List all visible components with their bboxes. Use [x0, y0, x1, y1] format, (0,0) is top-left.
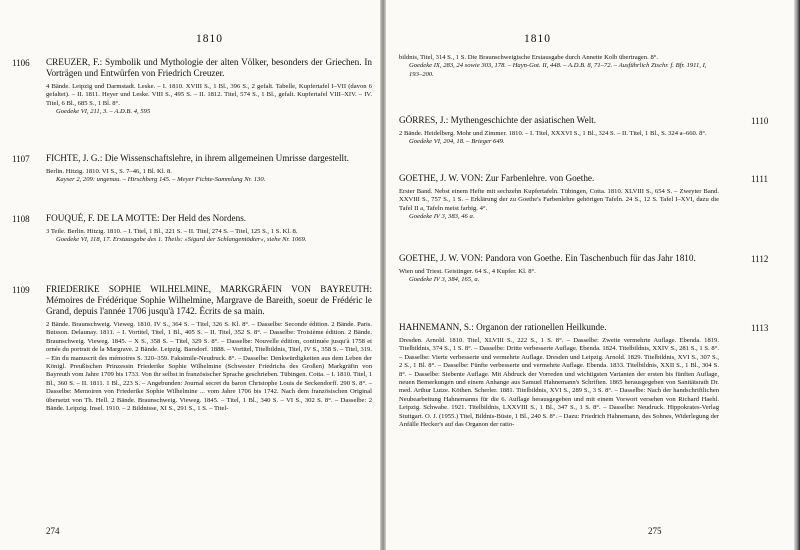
entry-number: 1111: [751, 174, 768, 184]
entry-1108: [12, 213, 372, 245]
entry-body: Wien und Triest. Geistinger. 64 S., 4 Kupfer. Kl. 8°.: [399, 268, 536, 275]
entry-body: Berlin. Hitzig. 1810. VI S., S. 7–46, 1 Bl. Kl. 8.: [46, 168, 172, 175]
entry-1107: [12, 153, 372, 185]
entry-heading: GOETHE, J. W. VON: Pandora von Goethe. Ein Taschenbuch für das Jahr 1810.: [399, 253, 696, 263]
entry-body: 2 Bände. Braunschweig. Vieweg. 1810. IV S., 364 S. – Titel, 326 S. Kl. 8°. – Dasselbe: Seconde édition. 2 Bände. Paris. Buisson. Delaunay. 1811. – I. Vortitel, Titel, 1 Bl., 405 S. – II. Titel, 352 S. 8°. – Dasselbe: Troisième édition. 2 Bände. Braunschweig. Vieweg. 1845. – X S., 358 S. – Titel, 329 S. 8°. – Dasselbe: Nouvelle édition, continuée jusqu'à 1758 et ornée du portrait de la Margrave. 2 Bände. Leipzig. Barsdorf. 1888. – Vortitel, Titelbildnis, Titel, IV S., 358 S. – Titel, 319. – Ein du manuscrit des mémoires S. 320–359. Faksimile-Neudruck. 8°. – Dasselbe: Denkwürdigkeiten aus dem Leben der Königl. Preußischen Prinzessin Friederike Sophie Wilhelmine (Schwester Friedrichs des Großen) Markgräfin von Bayreuth vom Jahre 1709 bis 1733. Von ihr selbst in französischer Sprache geschrieben. Tübingen. Cotta. – I. 1810. Titel, 1 Bl., 360 S. – II. 1811. 1 Bl., 223 S. – Angebunden: Journal secret du baron Christophe Louis de Seckendorff. 290 S. 8°. – Dasselbe: Memoiren von Friederike Sophie Wilhelmine ... vom Jahre 1706 bis 1742. Nach dem französischen Original übersetzt von Th. Hell. 2 Bände. Braunschweig. Vieweg. 1845. – Titel, 1 Bl., 340 S. – VI S., 302 S. 8°. – Dasselbe: 2 Bände. Leipzig. Insel. 1910. – 2 Bildnisse, XI S., 291 S., 1 S. – Titel-: [46, 321, 372, 413]
right-page-number: 275: [648, 526, 662, 536]
entry-references: Goedeke VI, 211, 3. – A.D.B. 4, 595: [56, 108, 151, 116]
entry-heading: GOETHE, J. W. VON: Zur Farbenlehre. von Goethe.: [399, 173, 595, 183]
left-running-head: 1810: [196, 33, 223, 45]
entry-number: 1107: [12, 154, 30, 164]
entry-1109: [12, 284, 372, 413]
entry-body: bildnis, Titel, 314 S., 1 S. Die Braunschweigische Erstausgabe durch Annette Kolb übertragen. 8°.: [399, 54, 659, 61]
entry-heading: CREUZER, F.: Symbolik und Mythologie der alten Völker, besonders der Griechen. In Vorträgen und Entwürfen von Friedrich Creuzer.: [46, 57, 372, 78]
entry-1111: [399, 173, 768, 222]
entry-1113: [399, 322, 769, 429]
entry-body: 2 Bände. Heidelberg. Mohr und Zimmer. 1810. – I. Titel, XXXVI S., 1 Bl., 324 S. – II. Titel, 1 Bl., S. 324 a–660. 8°.: [399, 130, 707, 137]
entry-references: Goedeke IV 3, 384, 165, a.: [409, 276, 480, 284]
entry-body: 4 Bände. Leipzig und Darmstadt. Leske. – I. 1810. XVIII S., 1 Bl., 396 S., 2 gefalt. Tabelle, Kupfertafel I–VII (davon 6 gefaltet). – II. 1811. Heyer und Leske. VIII S., 495 S. – II. 1812. Titel, 574 S., 1 Bl., gefalt. Kupfertafel VIII–XIV. – IV. Titel, 6 Bl., 685 S., 1 Bl. 8°.: [46, 83, 372, 107]
entry-heading: FRIEDERIKE SOPHIE WILHELMINE, MARKGRÄFIN VON BAYREUTH: Mémoires de Frédérique Sophie Wilhelmine, Margrave de Bareith, soeur de Frédéric le Grand, depuis l'année 1706 jusqu'à 1742. Écrits de sa main.: [46, 284, 372, 316]
entry-1106: [12, 57, 372, 117]
entry-references: Goedeke IV 3, 383, 46 a.: [409, 213, 475, 221]
entry-references: Kayser 2, 209: ungenau. – Hirschberg 145. – Meyer Fichte-Sammlung Nr. 130.: [56, 176, 266, 184]
entry-body: 3 Teile. Berlin. Hitzig. 1810. – I. Titel, 1 Bl., 221 S. – II. Titel, 274 S. – Titel, 125 S., 1 S. Kl. 8.: [46, 228, 298, 235]
entry-number: 1109: [12, 285, 30, 295]
entry-references: Goedeke IX, 283, 24 sowie 303, 178. – Hayn-Got. II, 448. – A.D.B. 8, 71–72. – Ausführlich Ztschr. f. Bfr. 1911, I, 193–200.: [409, 62, 707, 78]
entry-references: Goedeke VI, 204, 18. – Brieger 649.: [409, 138, 505, 146]
entry-number: 1113: [751, 323, 769, 333]
entry-heading: FICHTE, J. G.: Die Wissenschaftslehre, in ihrem allgemeinen Umrisse dargestellt.: [46, 153, 349, 163]
entry-number: 1112: [751, 254, 769, 264]
left-page: [0, 0, 380, 550]
entry-1112: [399, 253, 769, 285]
entry-number: 1108: [12, 214, 30, 224]
entry-body: Dresden. Arnold. 1810. Titel, XLVIII S., 222 S., 1 S. 8°. – Dasselbe: Zweite vermehrte Auflage. Ebenda. 1819. Titelbildnis, 374 S., 1 S. 8°. – Dasselbe: Dritte verbesserte Auflage. Ebenda. 1824. Titelbildnis, XXIV S., 281 S., 1 S. 8°. – Dasselbe: Vierte verbesserte und vermehrte Auflage. Dresden und Leipzig. Arnold. 1829. Titelbildnis, XVI S., 307 S., 2 S., 1 Bl. 8°. – Dasselbe: Fünfte verbesserte und vermehrte Auflage. Ebenda. 1833. Titelbildnis, XXII S., 1 Bl., 304 S. 8°. – Dasselbe: Siebente Auflage. Mit Abdruck der Vorreden und wichtigsten Varianten der ersten bis fünften Auflage, neuen Bemerkungen und einem Anhange aus Samuel Hahnemann's Schriften. 1865 herausgegeben von Sanitätsrath Dr. med. Arthur Lutze. Köthen. Scherler. 1881. Titelbildnis, XVI S., 289 S., 3 S. 8°. – Dasselbe: Nach der handschriftlichen Neubearbeitung Hahnemanns für die 6. Auflage herausgegeben und mit einem Vorwort versehen von Richard Haehl. Leipzig. Schwabe. 1921. Titelbildnis, LXXVIII S., 1 Bl., 347 S., 1 S. 8°. – Dasselbe: Neudruck. Hippokrates-Verlag Stuttgart. O. J. (1955.) Titel, Bildnis-Büste, 1 Bl., 240 S. 8°. – Dazu: Friedrich Hahnemann, des Sohnes, Widerlegung der Anfälle Hecker's auf das Organon der ratio-: [399, 337, 719, 429]
entry-number: 1110: [751, 116, 769, 126]
entry-number: 1106: [12, 58, 30, 68]
entry-references: Goedeke VI, 118, 17. Erstausgabe des 1. Theils: »Sigurd der Schlangentödter«, siehe Nr. 1069.: [56, 236, 307, 244]
entry-body: Erster Band. Nebst einem Hefte mit sechzehn Kupfertafeln. Tübingen, Cotta. 1810. XLVIII S., 654 S. – Zweyter Band. XXVIII S., 757 S., 1 S. – Erklärung der zu Goethe's Farbenlehre gehörigen Tafeln. 24 S., 12 S. Tafel I–XVI, dazu die Tafel II a, Tafeln meist farbig. 4°.: [399, 188, 719, 212]
entry-1109-continued: [399, 54, 719, 79]
page-edge-shadow: [794, 0, 800, 550]
right-page: [386, 0, 800, 550]
right-running-head: 1810: [524, 33, 551, 45]
entry-heading: FOUQUÉ, F. DE LA MOTTE: Der Held des Nordens.: [46, 213, 247, 223]
left-page-number: 274: [46, 526, 60, 536]
entry-heading: HAHNEMANN, S.: Organon der rationellen Heilkunde.: [399, 322, 607, 332]
entry-1110: [399, 115, 769, 147]
entry-heading: GÖRRES, J.: Mythengeschichte der asiatischen Welt.: [399, 115, 597, 125]
